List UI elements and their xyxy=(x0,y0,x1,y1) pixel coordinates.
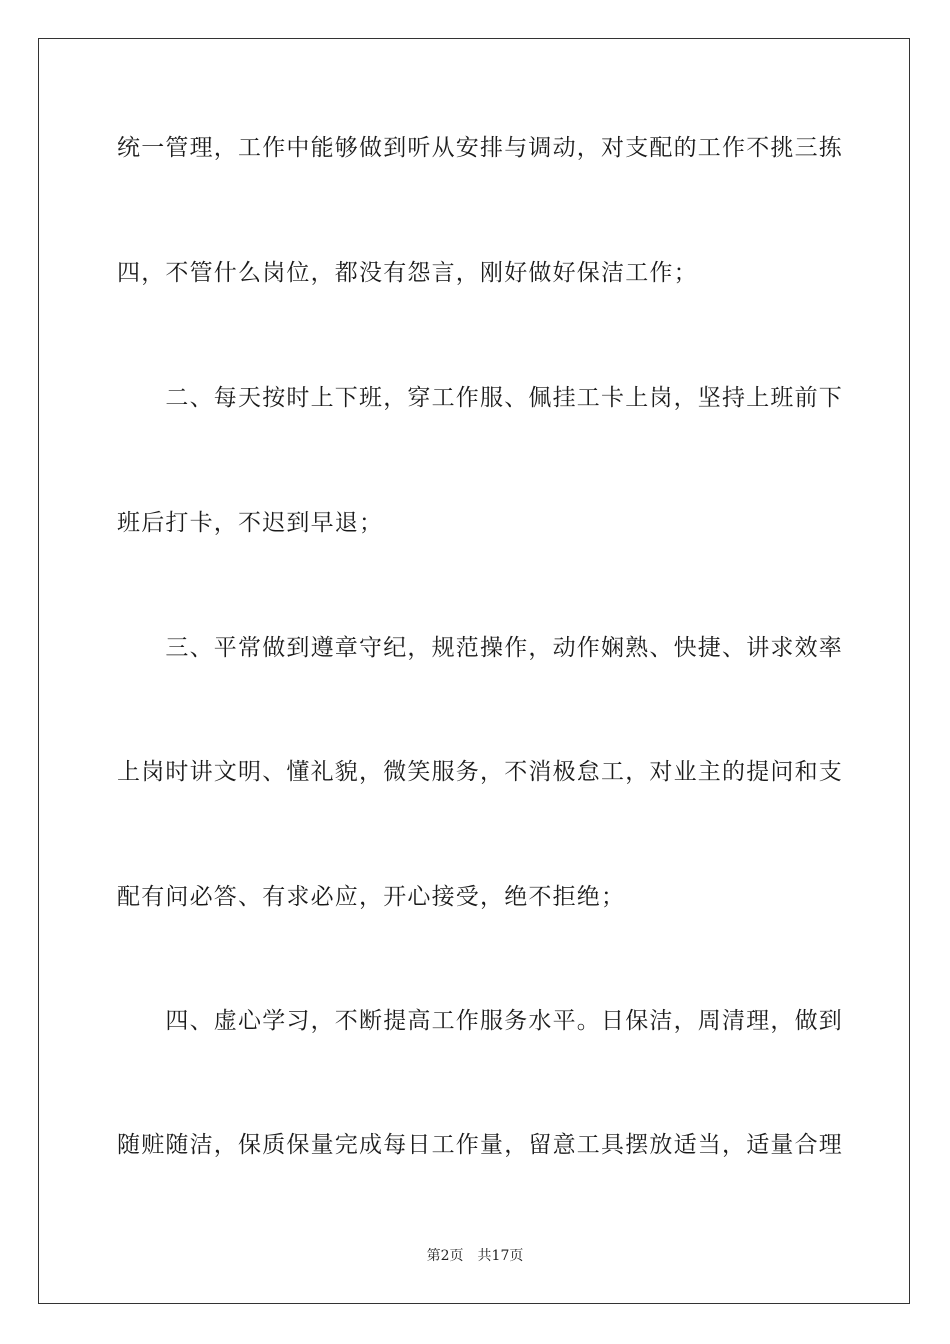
body-text-line-6: 上岗时讲文明、懂礼貌，微笑服务，不消极怠工，对业主的提问和支 xyxy=(117,759,843,785)
body-text-line-8: 四、虚心学习，不断提高工作服务水平。日保洁，周清理，做到 xyxy=(117,1008,843,1034)
body-text-line-3: 二、每天按时上下班，穿工作服、佩挂工卡上岗，坚持上班前下 xyxy=(117,385,843,411)
body-text-line-5: 三、平常做到遵章守纪，规范操作，动作娴熟、快捷、讲求效率 xyxy=(117,635,843,661)
body-text-line-4: 班后打卡，不迟到早退； xyxy=(117,510,384,536)
page-frame xyxy=(38,38,910,1304)
body-text-line-1: 统一管理，工作中能够做到听从安排与调动，对支配的工作不挑三拣 xyxy=(117,135,843,161)
body-text-line-7: 配有问必答、有求必应，开心接受，绝不拒绝； xyxy=(117,884,626,910)
page-number-footer: 第2页 共17页 xyxy=(426,1248,524,1264)
body-text-line-2: 四，不管什么岗位，都没有怨言，刚好做好保洁工作； xyxy=(117,260,698,286)
body-text-line-9: 随赃随洁，保质保量完成每日工作量，留意工具摆放适当，适量合理 xyxy=(117,1132,843,1158)
